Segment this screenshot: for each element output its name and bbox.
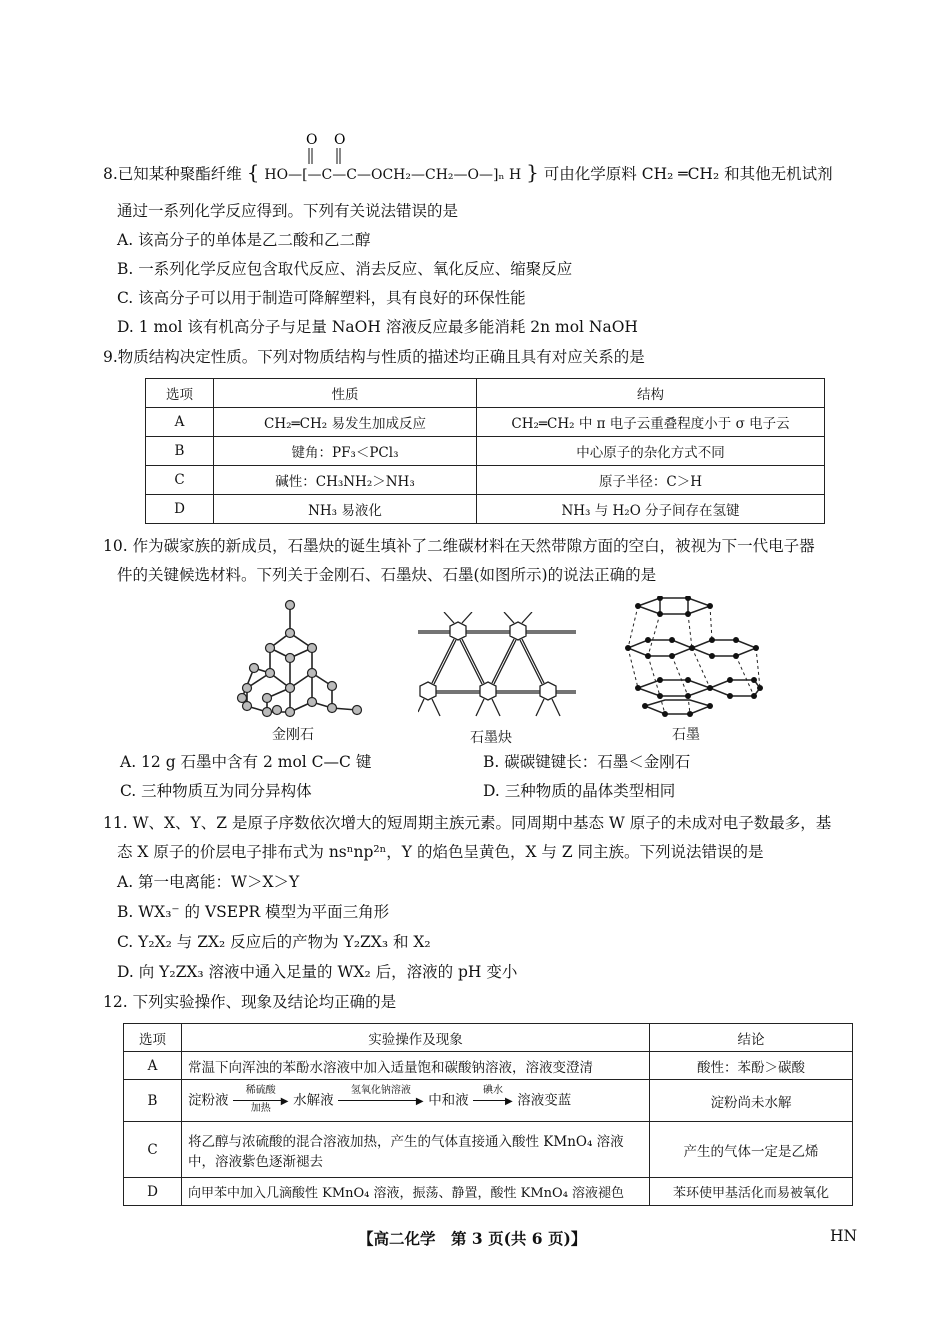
q12-table xyxy=(123,1023,853,1206)
arrow-1-top: 稀硫酸 xyxy=(245,1084,276,1096)
q8-stem-b: 可由化学原料 CH₂ ═CH₂ 和其他无机试剂 xyxy=(543,165,833,183)
scheme-step: 中和液 xyxy=(428,1092,469,1108)
q8-stem-line1: 8.已知某种聚酯纤维 { HO—[—C—C—OCH₂—CH₂—O—]ₙ H } 可由化学原料 CH₂ ═CH₂ 和其他无机试剂 xyxy=(103,160,833,184)
table-header: 选项 xyxy=(124,1024,182,1052)
q10-option-b: B. 碳碳键键长：石墨＜金刚石 xyxy=(483,753,691,771)
table-header: 选项 xyxy=(146,379,214,408)
table-cell: 常温下向浑浊的苯酚水溶液中加入适量饱和碳酸钠溶液，溶液变澄清 xyxy=(182,1052,650,1080)
arrow-2: 氢氧化钠溶液 ▶ xyxy=(338,1086,424,1116)
q11-option-a: A. 第一电离能：W＞X＞Y xyxy=(117,873,300,891)
graphite-structure-figure xyxy=(610,596,770,721)
caption-diamond: 金刚石 xyxy=(272,727,314,743)
table-row xyxy=(146,495,825,524)
q10-stem-line2: 件的关键候选材料。下列关于金刚石、石墨炔、石墨(如图所示)的说法正确的是 xyxy=(117,566,657,584)
table-cell: CH₂═CH₂ 易发生加成反应 xyxy=(214,408,477,437)
table-cell xyxy=(182,1122,650,1178)
q11-option-b: B. WX₃⁻ 的 VSEPR 模型为平面三角形 xyxy=(117,903,390,921)
table-cell: 苯环使甲基活化而易被氧化 xyxy=(650,1178,853,1206)
arrow-3: 碘水 ▶ xyxy=(473,1086,513,1116)
table-header: 实验操作及现象 xyxy=(182,1024,650,1052)
q8-stem-a: 8.已知某种聚酯纤维 xyxy=(103,165,242,183)
q9-table xyxy=(145,378,825,524)
q11-option-c: C. Y₂X₂ 与 ZX₂ 反应后的产物为 Y₂ZX₃ 和 X₂ xyxy=(117,933,431,951)
table-row xyxy=(124,1178,853,1206)
table-cell: 酸性：苯酚＞碳酸 xyxy=(650,1052,853,1080)
table-cell: A xyxy=(146,408,214,437)
q10-option-a: A. 12 g 石墨中含有 2 mol C—C 键 xyxy=(120,753,372,771)
table-cell: NH₃ 易液化 xyxy=(214,495,477,524)
table-cell: B xyxy=(124,1080,182,1122)
page-footer-code: HN xyxy=(830,1227,858,1245)
table-row xyxy=(124,1052,853,1080)
table-cell: CH₂═CH₂ 中 π 电子云重叠程度小于 σ 电子云 xyxy=(477,408,825,437)
table-cell: C xyxy=(124,1122,182,1178)
q10-option-d: D. 三种物质的晶体类型相同 xyxy=(483,782,676,800)
q8-option-b: B. 一系列化学反应包含取代反应、消去反应、氧化反应、缩聚反应 xyxy=(117,260,573,278)
row-c-line2: 中，溶液紫色逐渐褪去 xyxy=(188,1153,323,1170)
table-cell: C xyxy=(146,466,214,495)
table-cell: 淀粉尚未水解 xyxy=(650,1080,853,1122)
table-header: 性质 xyxy=(214,379,477,408)
q8-polymer-formula: HO—[—C—C—OCH₂—CH₂—O—]ₙ H xyxy=(264,167,522,183)
table-row xyxy=(146,466,825,495)
table-cell: D xyxy=(124,1178,182,1206)
q8-option-c: C. 该高分子可以用于制造可降解塑料，具有良好的环保性能 xyxy=(117,289,526,307)
table-row xyxy=(146,437,825,466)
table-cell: A xyxy=(124,1052,182,1080)
graphdiyne-structure-figure xyxy=(418,612,578,722)
table-header-row xyxy=(124,1024,853,1052)
q11-stem-line1: 11. W、X、Y、Z 是原子序数依次增大的短周期主族元素。同周期中基态 W 原子的未成对电子数最多，基 xyxy=(103,814,832,832)
diamond-structure-figure xyxy=(232,598,372,723)
q10-stem-line1: 10. 作为碳家族的新成员，石墨炔的诞生填补了二维碳材料在天然带隙方面的空白，被视为下一代电子器 xyxy=(103,537,815,555)
table-row xyxy=(124,1122,853,1178)
table-cell: 碱性：CH₃NH₂＞NH₃ xyxy=(214,466,477,495)
q11-stem-line2: 态 X 原子的价层电子排布式为 nsⁿnp²ⁿ，Y 的焰色呈黄色，X 与 Z 同主族。下列说法错误的是 xyxy=(117,843,764,861)
arrow-2-top: 氢氧化钠溶液 xyxy=(350,1084,411,1096)
table-cell: 键角：PF₃＜PCl₃ xyxy=(214,437,477,466)
table-cell: 原子半径：C＞H xyxy=(477,466,825,495)
q12-stem: 12. 下列实验操作、现象及结论均正确的是 xyxy=(103,993,397,1011)
q8-option-a: A. 该高分子的单体是乙二酸和乙二醇 xyxy=(117,231,371,249)
table-cell: 向甲苯中加入几滴酸性 KMnO₄ 溶液，振荡、静置，酸性 KMnO₄ 溶液褪色 xyxy=(182,1178,650,1206)
scheme-step: 溶液变蓝 xyxy=(517,1092,572,1108)
caption-graphdiyne: 石墨炔 xyxy=(470,730,512,746)
q9-stem: 9.物质结构决定性质。下列对物质结构与性质的描述均正确且具有对应关系的是 xyxy=(103,348,645,366)
caption-graphite: 石墨 xyxy=(672,727,700,743)
table-cell: 产生的气体一定是乙烯 xyxy=(650,1122,853,1178)
table-cell: B xyxy=(146,437,214,466)
arrow-1-bottom: 加热 xyxy=(250,1102,271,1114)
scheme-step: 水解液 xyxy=(293,1092,334,1108)
table-cell: NH₃ 与 H₂O 分子间存在氢键 xyxy=(477,495,825,524)
q10-option-c: C. 三种物质互为同分异构体 xyxy=(120,782,312,800)
table-row xyxy=(124,1080,853,1122)
q11-option-d: D. 向 Y₂ZX₃ 溶液中通入足量的 WX₂ 后，溶液的 pH 变小 xyxy=(117,963,518,981)
scheme-step: 淀粉液 xyxy=(188,1092,229,1108)
q8-option-d: D. 1 mol 该有机高分子与足量 NaOH 溶液反应最多能消耗 2n mol NaOH xyxy=(117,318,638,336)
table-header: 结论 xyxy=(650,1024,853,1052)
carbonyl-o-2: O xyxy=(334,132,346,148)
table-header: 结构 xyxy=(477,379,825,408)
table-cell: 中心原子的杂化方式不同 xyxy=(477,437,825,466)
table-header-row xyxy=(146,379,825,408)
carbonyl-o-1: O xyxy=(306,132,318,148)
q8-stem-line2: 通过一系列化学反应得到。下列有关说法错误的是 xyxy=(117,202,459,220)
arrow-1: 稀硫酸 ▶ 加热 xyxy=(233,1086,289,1116)
table-row xyxy=(146,408,825,437)
arrow-3-top: 碘水 xyxy=(482,1084,503,1096)
table-cell-reaction-scheme xyxy=(182,1080,650,1122)
row-c-line1: 将乙醇与浓硫酸的混合溶液加热，产生的气体直接通入酸性 KMnO₄ 溶液 xyxy=(188,1133,624,1150)
page-footer-title: 【高二化学 第 3 页(共 6 页)】 xyxy=(358,1229,587,1248)
table-cell: D xyxy=(146,495,214,524)
